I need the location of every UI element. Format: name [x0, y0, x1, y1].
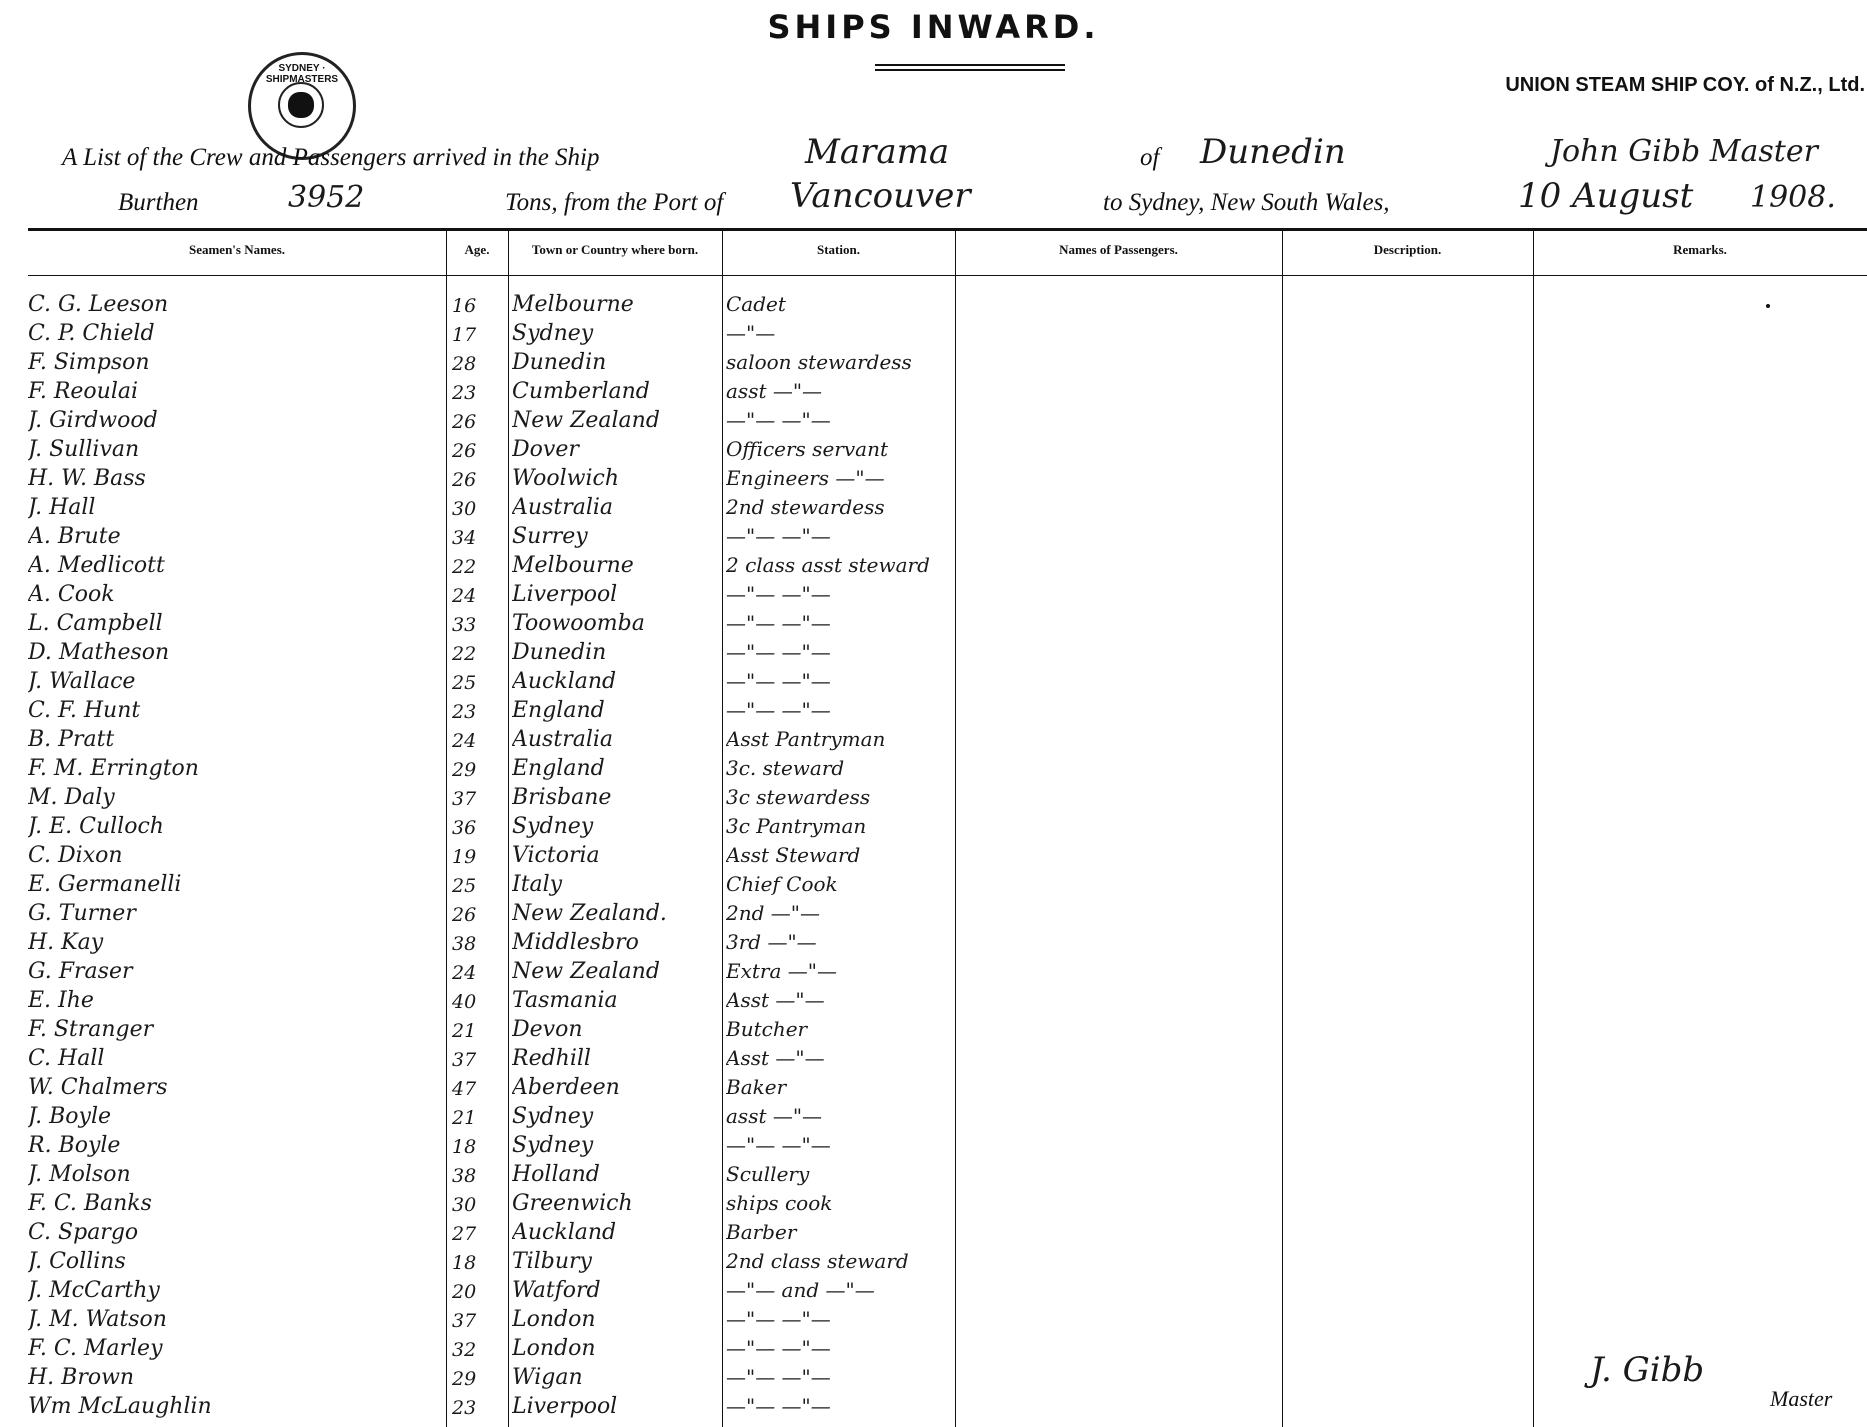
seaman-age: 17 [452, 324, 477, 346]
column-divider [1533, 231, 1534, 1427]
table-row [0, 901, 960, 930]
seaman-name: C. Hall [28, 1046, 105, 1071]
seaman-name: H. Kay [28, 930, 104, 955]
seaman-age: 38 [452, 1165, 477, 1187]
seaman-age: 30 [452, 498, 477, 520]
table-row [0, 321, 960, 350]
seaman-birthplace: Auckland [512, 1220, 617, 1245]
seaman-station: —"— —"— [726, 611, 831, 635]
seaman-name: Wm McLaughlin [28, 1394, 212, 1419]
seaman-name: G. Turner [28, 901, 136, 926]
seaman-age: 33 [452, 614, 477, 636]
table-row [0, 1278, 960, 1307]
seaman-name: F. Stranger [28, 1017, 154, 1042]
seaman-age: 20 [452, 1281, 477, 1303]
seaman-age: 23 [452, 701, 477, 723]
seaman-station: 2nd class steward [726, 1249, 909, 1273]
table-row [0, 1104, 960, 1133]
seaman-station: Asst —"— [726, 988, 825, 1012]
burthen-label: Burthen [118, 189, 199, 216]
seaman-name: B. Pratt [28, 727, 115, 752]
seaman-name: H. Brown [28, 1365, 135, 1390]
seaman-station: 3c. steward [726, 756, 845, 780]
table-row [0, 669, 960, 698]
seaman-age: 25 [452, 875, 477, 897]
seaman-name: J. Wallace [28, 669, 136, 694]
burthen-value: 3952 [288, 180, 365, 215]
seaman-station: Asst —"— [726, 1046, 825, 1070]
seaman-name: A. Cook [28, 582, 115, 607]
table-row [0, 872, 960, 901]
seaman-age: 38 [452, 933, 477, 955]
table-row [0, 1133, 960, 1162]
seaman-birthplace: Dover [512, 437, 579, 462]
seaman-age: 23 [452, 382, 477, 404]
seaman-station: Asst Steward [726, 843, 861, 867]
seaman-age: 37 [452, 1049, 477, 1071]
from-port: Vancouver [790, 176, 971, 216]
of-label: of [1140, 144, 1160, 171]
seaman-station: Extra —"— [726, 959, 837, 983]
seaman-age: 23 [452, 1397, 477, 1419]
seaman-name: E. Ihe [28, 988, 94, 1013]
seaman-station: Asst Pantryman [726, 727, 886, 751]
seaman-station: —"— —"— [726, 1394, 831, 1418]
seaman-station: —"— —"— [726, 1365, 831, 1389]
seaman-name: E. Germanelli [28, 872, 182, 897]
table-row [0, 379, 960, 408]
seaman-name: J. Sullivan [28, 437, 140, 462]
table-row [0, 1336, 960, 1365]
seaman-name: A. Brute [28, 524, 121, 549]
seaman-name: C. P. Chield [28, 321, 155, 346]
seaman-name: C. F. Hunt [28, 698, 141, 723]
arrival-year: 1908. [1750, 180, 1836, 215]
seaman-age: 24 [452, 730, 477, 752]
stamp-text: SYDNEY · SHIPMASTERS [265, 63, 339, 85]
seaman-station: —"— —"— [726, 524, 831, 548]
seaman-station: —"— —"— [726, 669, 831, 693]
table-row [0, 1046, 960, 1075]
seaman-station: 2nd stewardess [726, 495, 885, 519]
seaman-birthplace: Dunedin [512, 640, 607, 665]
table-row [0, 495, 960, 524]
seaman-age: 37 [452, 788, 477, 810]
table-row [0, 756, 960, 785]
master-name: John Gibb Master [1550, 134, 1818, 169]
seaman-birthplace: Sydney [512, 1104, 594, 1129]
seaman-birthplace: Cumberland [512, 379, 650, 404]
seaman-station: 3rd —"— [726, 930, 817, 954]
seaman-age: 47 [452, 1078, 477, 1100]
seaman-birthplace: Wigan [512, 1365, 583, 1390]
seaman-station: —"— [726, 321, 776, 345]
table-top-rule [28, 228, 1867, 231]
seaman-station: —"— —"— [726, 582, 831, 606]
arrival-date: 10 August [1518, 176, 1694, 216]
seaman-name: H. W. Bass [28, 466, 146, 491]
seaman-age: 30 [452, 1194, 477, 1216]
seaman-age: 29 [452, 1368, 477, 1390]
form-line1-label: A List of the Crew and Passengers arrived in the Ship [62, 144, 600, 171]
company-name: UNION STEAM SHIP COY. of N.Z., Ltd. [1505, 74, 1865, 96]
seaman-age: 24 [452, 585, 477, 607]
table-row [0, 814, 960, 843]
seaman-name: J. E. Culloch [28, 814, 164, 839]
title-underline [875, 64, 1065, 66]
seaman-name: J. McCarthy [28, 1278, 160, 1303]
seaman-name: J. Girdwood [28, 408, 158, 433]
table-row [0, 843, 960, 872]
seaman-name: J. Collins [28, 1249, 126, 1274]
seaman-birthplace: New Zealand [512, 959, 660, 984]
seaman-birthplace: Australia [512, 727, 614, 752]
seaman-name: F. C. Banks [28, 1191, 152, 1216]
seaman-name: L. Campbell [28, 611, 163, 636]
title-underline-2 [875, 69, 1065, 71]
seaman-age: 26 [452, 904, 477, 926]
seaman-station: Chief Cook [726, 872, 838, 896]
seaman-birthplace: Tilbury [512, 1249, 592, 1274]
table-row [0, 1307, 960, 1336]
table-row [0, 350, 960, 379]
table-row [0, 1394, 960, 1423]
seaman-name: R. Boyle [28, 1133, 121, 1158]
seaman-name: G. Fraser [28, 959, 133, 984]
col-header-age: Age. [464, 242, 490, 257]
seaman-birthplace: Tasmania [512, 988, 618, 1013]
seaman-name: W. Chalmers [28, 1075, 168, 1100]
seaman-name: F. C. Marley [28, 1336, 163, 1361]
table-row [0, 1162, 960, 1191]
col-header-seamen: Seamen's Names. [188, 242, 286, 257]
col-header-station: Station. [817, 242, 860, 257]
seaman-birthplace: Watford [512, 1278, 601, 1303]
table-row [0, 582, 960, 611]
table-row [0, 408, 960, 437]
seaman-name: F. Reoulai [28, 379, 139, 404]
seaman-age: 19 [452, 846, 477, 868]
seaman-name: M. Daly [28, 785, 115, 810]
seaman-station: 3c Pantryman [726, 814, 867, 838]
seaman-station: —"— —"— [726, 408, 831, 432]
seaman-age: 25 [452, 672, 477, 694]
seaman-name: J. Boyle [28, 1104, 111, 1129]
seaman-birthplace: London [512, 1307, 596, 1332]
master-label: Master [1770, 1386, 1833, 1411]
table-row [0, 292, 960, 321]
table-row [0, 930, 960, 959]
seaman-name: A. Medlicott [28, 553, 165, 578]
seaman-station: Barber [726, 1220, 797, 1244]
seaman-birthplace: Victoria [512, 843, 600, 868]
seaman-birthplace: Liverpool [512, 1394, 618, 1419]
seaman-birthplace: England [512, 698, 605, 723]
seaman-station: Officers servant [726, 437, 888, 461]
seaman-station: 3c stewardess [726, 785, 871, 809]
seaman-birthplace: Sydney [512, 321, 594, 346]
seaman-birthplace: Melbourne [512, 553, 634, 578]
seaman-station: asst —"— [726, 379, 823, 403]
seaman-station: —"— —"— [726, 1336, 831, 1360]
stamp-emblem-icon [288, 92, 314, 118]
seaman-birthplace: Sydney [512, 814, 594, 839]
table-row [0, 1075, 960, 1104]
table-header-rule [28, 275, 1867, 276]
seaman-age: 18 [452, 1252, 477, 1274]
seaman-age: 18 [452, 1136, 477, 1158]
seaman-station: ships cook [726, 1191, 833, 1215]
seaman-age: 26 [452, 411, 477, 433]
seaman-birthplace: Devon [512, 1017, 583, 1042]
seaman-age: 22 [452, 556, 477, 578]
table-row [0, 1249, 960, 1278]
seaman-age: 21 [452, 1107, 477, 1129]
seaman-birthplace: Greenwich [512, 1191, 633, 1216]
seaman-name: F. Simpson [28, 350, 150, 375]
table-row [0, 1365, 960, 1394]
seaman-birthplace: Dunedin [512, 350, 607, 375]
table-row [0, 1017, 960, 1046]
seaman-age: 34 [452, 527, 477, 549]
seaman-birthplace: Woolwich [512, 466, 620, 491]
seaman-station: saloon stewardess [726, 350, 912, 374]
col-header-remarks: Remarks. [1673, 242, 1727, 257]
seaman-birthplace: Sydney [512, 1133, 594, 1158]
seaman-name: J. Molson [28, 1162, 131, 1187]
seaman-birthplace: Aberdeen [512, 1075, 620, 1100]
seaman-age: 21 [452, 1020, 477, 1042]
seaman-birthplace: Redhill [512, 1046, 591, 1071]
seaman-station: —"— and —"— [726, 1278, 875, 1302]
table-row [0, 640, 960, 669]
table-row [0, 727, 960, 756]
seaman-station: asst —"— [726, 1104, 823, 1128]
table-row [0, 437, 960, 466]
table-row [0, 553, 960, 582]
seaman-station: 2nd —"— [726, 901, 820, 925]
seaman-birthplace: Toowoomba [512, 611, 645, 636]
seaman-birthplace: Middlesbro [512, 930, 639, 955]
col-header-description: Description. [1373, 242, 1442, 257]
seaman-age: 28 [452, 353, 477, 375]
seaman-birthplace: Brisbane [512, 785, 612, 810]
seaman-name: F. M. Errington [28, 756, 199, 781]
seaman-station: 2 class asst steward [726, 553, 930, 577]
seaman-age: 40 [452, 991, 477, 1013]
seaman-age: 26 [452, 469, 477, 491]
column-divider [1282, 231, 1283, 1427]
seaman-age: 22 [452, 643, 477, 665]
table-row [0, 1191, 960, 1220]
seaman-birthplace: London [512, 1336, 596, 1361]
seaman-birthplace: Liverpool [512, 582, 618, 607]
seaman-age: 16 [452, 295, 477, 317]
seaman-age: 36 [452, 817, 477, 839]
seaman-birthplace: Australia [512, 495, 614, 520]
seaman-station: Butcher [726, 1017, 808, 1041]
master-signature: J. Gibb [1590, 1350, 1705, 1390]
table-row [0, 959, 960, 988]
seaman-station: Baker [726, 1075, 787, 1099]
seaman-age: 37 [452, 1310, 477, 1332]
table-row [0, 988, 960, 1017]
seaman-name: J. M. Watson [28, 1307, 167, 1332]
seaman-birthplace: Melbourne [512, 292, 634, 317]
seaman-station: Cadet [726, 292, 786, 316]
seaman-age: 29 [452, 759, 477, 781]
seaman-station: —"— —"— [726, 640, 831, 664]
seaman-station: Engineers —"— [726, 466, 885, 490]
col-header-passengers: Names of Passengers. [1059, 242, 1178, 257]
seaman-age: 24 [452, 962, 477, 984]
destination-label: to Sydney, New South Wales, [1103, 189, 1390, 216]
seaman-birthplace: Surrey [512, 524, 588, 549]
seaman-birthplace: Holland [512, 1162, 600, 1187]
seaman-age: 26 [452, 440, 477, 462]
seaman-station: —"— —"— [726, 1133, 831, 1157]
seaman-birthplace: New Zealand [512, 408, 660, 433]
seaman-station: Scullery [726, 1162, 810, 1186]
seaman-name: D. Matheson [28, 640, 170, 665]
seaman-birthplace: New Zealand. [512, 901, 667, 926]
seaman-station: —"— —"— [726, 698, 831, 722]
table-row [0, 611, 960, 640]
page-title: SHIPS INWARD. [767, 8, 1100, 46]
table-row [0, 466, 960, 495]
seaman-age: 27 [452, 1223, 477, 1245]
table-row [0, 698, 960, 727]
table-row [0, 524, 960, 553]
table-row [0, 1220, 960, 1249]
seaman-name: C. Spargo [28, 1220, 139, 1245]
col-header-town: Town or Country where born. [531, 242, 699, 257]
seaman-name: C. Dixon [28, 843, 123, 868]
ink-mark [1766, 304, 1770, 308]
seaman-birthplace: England [512, 756, 605, 781]
seaman-station: —"— —"— [726, 1307, 831, 1331]
seaman-age: 32 [452, 1339, 477, 1361]
seaman-name: C. G. Leeson [28, 292, 169, 317]
seaman-name: J. Hall [28, 495, 96, 520]
ship-name: Marama [805, 132, 950, 172]
seaman-birthplace: Auckland [512, 669, 617, 694]
seaman-birthplace: Italy [512, 872, 563, 897]
tons-label: Tons, from the Port of [505, 189, 724, 216]
table-row [0, 785, 960, 814]
home-port: Dunedin [1200, 132, 1346, 172]
